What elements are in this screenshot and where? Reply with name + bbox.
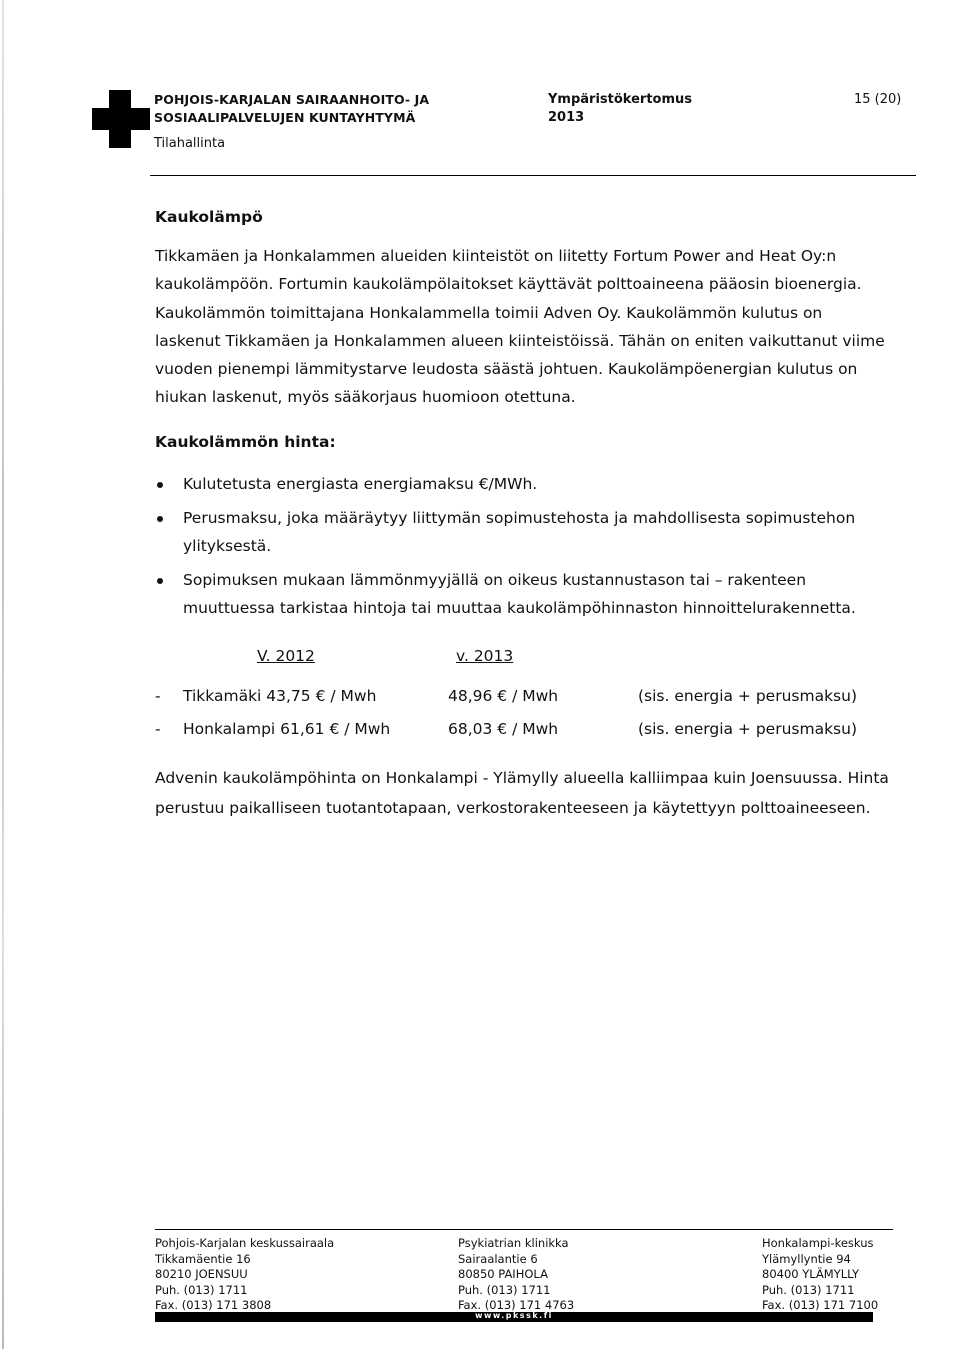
- header-divider: [150, 175, 916, 176]
- footer-line: Psykiatrian klinikka: [458, 1236, 569, 1250]
- footer-line: 80400 YLÄMYLLY: [762, 1267, 860, 1282]
- list-item-text: Sopimuksen mukaan lämmönmyyjällä on oikeus kustannustason tai – rakenteen muuttuessa tarkistaa hintoja tai muuttaa kaukolämpöhinnaston hinnoittelurakennetta.: [183, 570, 856, 617]
- footer-line: Puh. (013) 1711: [458, 1282, 551, 1297]
- price-header-2012: V. 2012: [257, 647, 315, 665]
- section-heading-heating-price: Kaukolämmön hinta:: [155, 433, 336, 451]
- price-2013: 48,96 € / Mwh: [448, 687, 559, 705]
- footer-line: Fax. (013) 171 4763: [458, 1298, 575, 1313]
- list-item-text: Kulutetusta energiasta energiamaksu €/MWh.: [183, 475, 538, 493]
- bullet-icon: [157, 516, 163, 522]
- bullet-icon: [157, 578, 163, 584]
- organization-name-line1: POHJOIS-KARJALAN SAIRAANHOITO- JA: [154, 92, 430, 107]
- row-dash: -: [155, 720, 161, 738]
- footer-line: 80210 JOENSUU: [155, 1267, 248, 1282]
- list-item: [155, 504, 890, 561]
- price-note: (sis. energia + perusmaksu): [638, 687, 858, 705]
- list-item: [155, 470, 890, 499]
- list-item-text: Perusmaksu, joka määräytyy liittymän sopimustehosta ja mahdollisesta sopimustehon ylityksestä.: [183, 508, 856, 555]
- row-dash: -: [155, 687, 161, 705]
- price-2012: Tikkamäki 43,75 € / Mwh: [183, 687, 377, 705]
- footer-line: Ylämyllyntie 94: [762, 1251, 851, 1266]
- price-header-2013: v. 2013: [456, 647, 514, 665]
- footer-line: 80850 PAIHOLA: [458, 1267, 548, 1282]
- section-heading-district-heating: Kaukolämpö: [155, 208, 263, 226]
- page-number: 15 (20): [854, 92, 902, 107]
- bullet-icon: [157, 482, 163, 488]
- price-components-list: [155, 470, 890, 628]
- footer-website-bar: [155, 1312, 873, 1322]
- district-heating-paragraph: Tikkamäen ja Honkalammen alueiden kiinteistöt on liitetty Fortum Power and Heat Oy:n kaukolämpöön. Fortumin kaukolämpölaitokset käyttävät polttoaineena pääosin bioenergia. Kaukolämmön toimittajana Honkalammella toimii Adven Oy. Kaukolämmön kulutus on laskenut Tikkamäen ja Honkalammen alueen kiinteistöissä. Tähän on eniten vaikuttanut viime vuoden pienempi lämmitystarve leudosta säästä johtuen. Kaukolämpöenergian kulutus on hiukan laskenut, myös sääkorjaus huomioon otettuna.: [155, 247, 885, 407]
- footer-line: Pohjois-Karjalan keskussairaala: [155, 1236, 335, 1250]
- price-row: [155, 687, 900, 711]
- price-note: (sis. energia + perusmaksu): [638, 720, 858, 738]
- report-title: Ympäristökertomus: [548, 92, 692, 107]
- footer-address-honkalampi-center: [762, 1236, 878, 1314]
- organization-name-line2: SOSIAALIPALVELUJEN KUNTAYHTYMÄ: [154, 110, 416, 125]
- footer-line: Fax. (013) 171 3808: [155, 1298, 272, 1313]
- footer-line: Puh. (013) 1711: [155, 1282, 248, 1297]
- report-year: 2013: [548, 110, 585, 125]
- price-row: [155, 720, 900, 744]
- scan-edge: [2, 0, 4, 1349]
- department-name: Tilahallinta: [154, 136, 226, 151]
- footer-line: Tikkamäentie 16: [155, 1251, 251, 1266]
- footer-line: Sairaalantie 6: [458, 1251, 538, 1266]
- footer-line: Puh. (013) 1711: [762, 1282, 855, 1297]
- price-2013: 68,03 € / Mwh: [448, 720, 559, 738]
- footer-line: Fax. (013) 171 7100: [762, 1298, 879, 1313]
- footer-divider: [155, 1229, 893, 1230]
- price-comparison-paragraph: Advenin kaukolämpöhinta on Honkalampi - Ylämylly alueella kalliimpaa kuin Joensuussa. Hinta perustuu paikalliseen tuotantotapaan, verkostorakenteeseen ja käytettyyn polttoaineeseen.: [155, 769, 889, 817]
- price-2012: Honkalampi 61,61 € / Mwh: [183, 720, 391, 738]
- list-item: [155, 566, 890, 623]
- cross-logo-icon: [92, 90, 150, 148]
- footer-line: Honkalampi-keskus: [762, 1236, 874, 1250]
- website-url[interactable]: www.pkssk.fi: [475, 1311, 553, 1320]
- footer-address-psychiatric-clinic: [458, 1236, 574, 1314]
- footer-address-central-hospital: [155, 1236, 334, 1314]
